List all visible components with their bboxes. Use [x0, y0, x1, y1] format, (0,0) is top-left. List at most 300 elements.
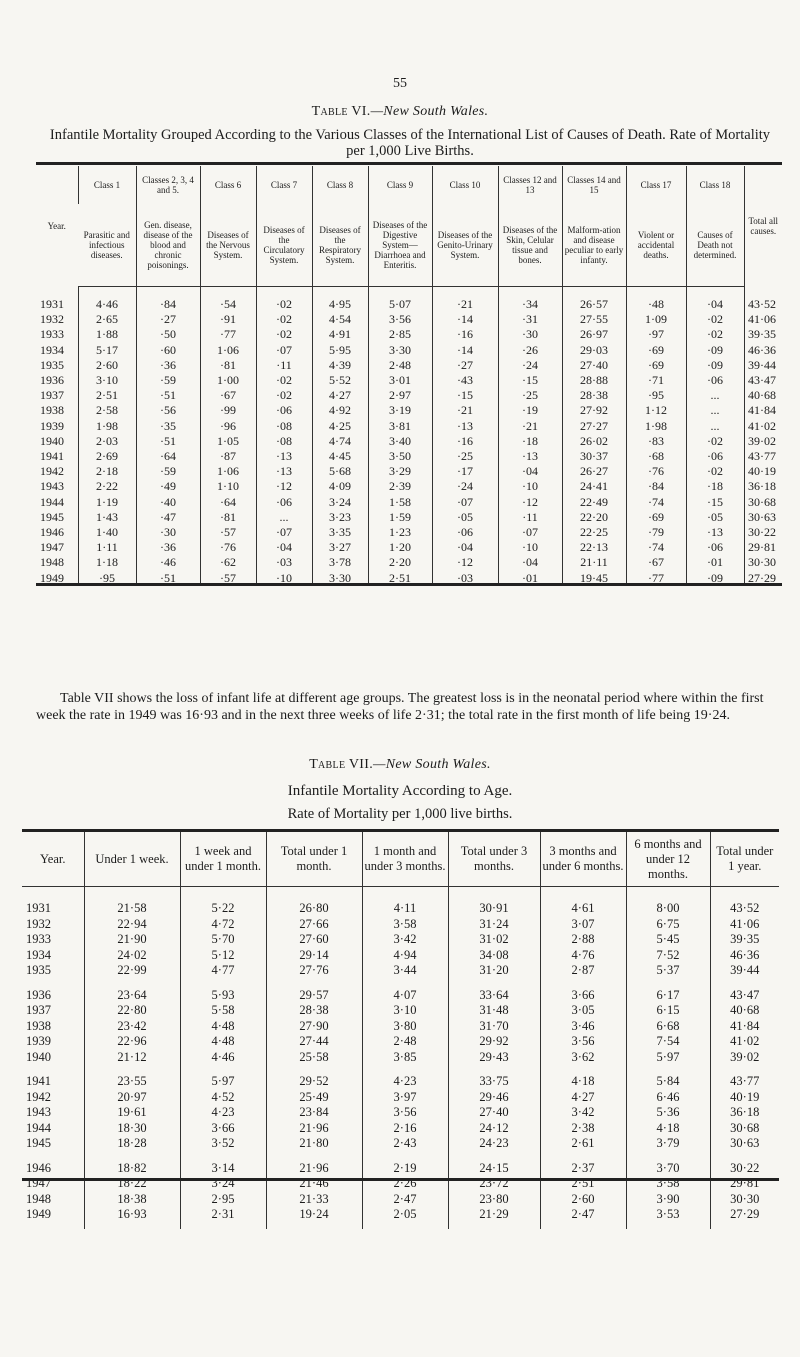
rate-cell: 4·94 — [362, 948, 448, 964]
rate-cell: 1·00 — [200, 373, 256, 388]
rate-cell: 18·30 — [84, 1121, 180, 1137]
year-cell: 1939 — [26, 1034, 51, 1048]
table7-header: Total under 1 year. — [710, 832, 779, 887]
year-cell: 1944 — [26, 1120, 51, 1135]
rate-cell: ·87 — [200, 449, 256, 464]
rate-cell: 21·11 — [562, 555, 626, 570]
rate-cell: ·13 — [256, 449, 312, 464]
rate-cell: 30·91 — [448, 887, 540, 917]
rate-cell: 24·02 — [84, 948, 180, 964]
table6-title-label: Table VI. — [311, 104, 371, 119]
rate-cell: 1·98 — [626, 419, 686, 434]
table6-body — [36, 287, 782, 586]
rate-cell: 22·49 — [562, 495, 626, 510]
table7-header: 1 month and under 3 months. — [362, 832, 448, 887]
rate-cell: 3·58 — [626, 1176, 710, 1192]
year-cell: 1938 — [40, 403, 64, 418]
rate-cell: 29·52 — [266, 1065, 362, 1090]
table-row — [22, 1192, 779, 1208]
table7-header-row — [22, 832, 779, 887]
rate-cell: 19·24 — [266, 1207, 362, 1229]
year-cell: 1946 — [26, 1160, 51, 1175]
rate-cell: ·02 — [256, 388, 312, 403]
rate-cell: ·21 — [498, 419, 562, 434]
rate-cell: 3·97 — [362, 1090, 448, 1106]
rate-cell: 5·37 — [626, 963, 710, 979]
rate-cell: 24·15 — [448, 1152, 540, 1177]
rate-cell: 36·18 — [744, 479, 782, 494]
rate-cell: 21·12 — [84, 1050, 180, 1066]
rate-cell: ·60 — [136, 343, 200, 358]
rate-cell: 27·44 — [266, 1034, 362, 1050]
rate-cell: 27·40 — [448, 1105, 540, 1121]
table-row — [36, 358, 782, 373]
table7-title-region: —New South Wales. — [373, 757, 491, 772]
rate-cell: ·67 — [200, 388, 256, 403]
table6-class-row — [36, 166, 782, 204]
rate-cell: 31·24 — [448, 917, 540, 933]
rate-cell: 41·06 — [744, 312, 782, 327]
rate-cell: ·47 — [136, 510, 200, 525]
table7-header: 1 week and under 1 month. — [180, 832, 266, 887]
table7-header: Total under 1 month. — [266, 832, 362, 887]
rate-cell: ·25 — [432, 449, 498, 464]
table6-class-header: Class 18 — [686, 166, 744, 204]
rate-cell: 21·90 — [84, 932, 180, 948]
rate-cell: ·06 — [686, 540, 744, 555]
rate-cell: 5·97 — [180, 1065, 266, 1090]
rate-cell: ·95 — [78, 571, 136, 586]
rate-cell: 46·36 — [710, 948, 779, 964]
rate-cell: 2·47 — [540, 1207, 626, 1229]
rate-cell: ·06 — [256, 495, 312, 510]
rate-cell: ·12 — [256, 479, 312, 494]
year-cell: 1947 — [26, 1176, 51, 1190]
year-cell: 1935 — [26, 963, 51, 977]
rate-cell: 5·93 — [180, 979, 266, 1004]
rate-cell: 4·18 — [626, 1121, 710, 1137]
rate-cell: 2·60 — [78, 358, 136, 373]
rate-cell: ·97 — [626, 327, 686, 342]
rate-cell: 27·60 — [266, 932, 362, 948]
rate-cell: 22·94 — [84, 917, 180, 933]
year-cell: 1934 — [26, 947, 51, 962]
rate-cell: ·59 — [136, 464, 200, 479]
rate-cell: 1·58 — [368, 495, 432, 510]
rate-cell: 3·85 — [362, 1050, 448, 1066]
rate-cell: 28·38 — [266, 1003, 362, 1019]
table-row — [36, 479, 782, 494]
rate-cell: ·67 — [626, 555, 686, 570]
rate-cell: ·27 — [432, 358, 498, 373]
rate-cell: ·76 — [626, 464, 686, 479]
table7-title-label: Table VII. — [309, 757, 374, 772]
rate-cell: ·46 — [136, 555, 200, 570]
rate-cell: 29·14 — [266, 948, 362, 964]
rate-cell: ·56 — [136, 403, 200, 418]
rate-cell: 21·33 — [266, 1192, 362, 1208]
rate-cell: 23·42 — [84, 1019, 180, 1035]
rate-cell: 30·22 — [744, 525, 782, 540]
rate-cell: 3·44 — [362, 963, 448, 979]
table6-total-header: Total all causes. — [744, 166, 782, 287]
rate-cell: ·64 — [136, 449, 200, 464]
rate-cell: ·36 — [136, 358, 200, 373]
rate-cell: 28·88 — [562, 373, 626, 388]
rate-cell: ·18 — [686, 479, 744, 494]
year-cell: 1933 — [26, 932, 51, 946]
rate-cell: ·13 — [498, 449, 562, 464]
year-cell: 1949 — [26, 1207, 51, 1221]
rate-cell: 31·70 — [448, 1019, 540, 1035]
rate-cell: 2·47 — [362, 1192, 448, 1208]
rate-cell: 6·17 — [626, 979, 710, 1004]
table7-header: Year. — [22, 832, 84, 887]
table-row — [36, 343, 782, 358]
rate-cell: ·64 — [200, 495, 256, 510]
rate-cell: ·30 — [498, 327, 562, 342]
year-cell: 1934 — [40, 342, 64, 357]
table6-desc-header: Diseases of the Respiratory System. — [312, 204, 368, 287]
rate-cell: 29·03 — [562, 343, 626, 358]
rate-cell: 2·95 — [180, 1192, 266, 1208]
table-row — [22, 1090, 779, 1106]
rate-cell: 2·20 — [368, 555, 432, 570]
rate-cell: ·18 — [498, 434, 562, 449]
table-row — [22, 1019, 779, 1035]
rate-cell: 24·12 — [448, 1121, 540, 1137]
rate-cell: ·31 — [498, 312, 562, 327]
rate-cell: 3·19 — [368, 403, 432, 418]
table6-class-header: Classes 12 and 13 — [498, 166, 562, 204]
rate-cell: ·77 — [200, 327, 256, 342]
table7-header: Under 1 week. — [84, 832, 180, 887]
rate-cell: ·69 — [626, 358, 686, 373]
table-row — [36, 555, 782, 570]
rate-cell: 5·36 — [626, 1105, 710, 1121]
rate-cell: 3·62 — [540, 1050, 626, 1066]
rate-cell: 23·64 — [84, 979, 180, 1004]
rate-cell: 4·46 — [78, 287, 136, 313]
table7-header: Total under 3 months. — [448, 832, 540, 887]
rate-cell: 2·87 — [540, 963, 626, 979]
rate-cell: 6·68 — [626, 1019, 710, 1035]
rate-cell: 46·36 — [744, 343, 782, 358]
rate-cell: ·13 — [256, 464, 312, 479]
rate-cell: 43·47 — [744, 373, 782, 388]
rate-cell: 34·08 — [448, 948, 540, 964]
rate-cell: 3·52 — [180, 1136, 266, 1152]
rate-cell: 4·92 — [312, 403, 368, 418]
rate-cell: 6·15 — [626, 1003, 710, 1019]
year-cell: 1931 — [26, 901, 51, 915]
table-row — [22, 932, 779, 948]
rate-cell: 25·58 — [266, 1050, 362, 1066]
rate-cell: 23·72 — [448, 1176, 540, 1192]
rate-cell: ·24 — [432, 479, 498, 494]
table-row — [22, 917, 779, 933]
rate-cell: ·48 — [626, 287, 686, 313]
rate-cell: ·10 — [498, 479, 562, 494]
table6-desc-header: Diseases of the Nervous System. — [200, 204, 256, 287]
rate-cell: 26·80 — [266, 887, 362, 917]
rate-cell: 39·44 — [710, 963, 779, 979]
rate-cell: ·17 — [432, 464, 498, 479]
year-cell: 1943 — [26, 1105, 51, 1119]
rate-cell: 2·88 — [540, 932, 626, 948]
rate-cell: 4·76 — [540, 948, 626, 964]
year-cell: 1942 — [40, 464, 64, 479]
table6 — [36, 166, 782, 586]
rate-cell: 27·66 — [266, 917, 362, 933]
rate-cell: 43·52 — [744, 287, 782, 313]
rate-cell: 27·90 — [266, 1019, 362, 1035]
rate-cell: ·05 — [432, 510, 498, 525]
rate-cell: 4·91 — [312, 327, 368, 342]
rate-cell: ·02 — [256, 373, 312, 388]
rate-cell: 2·03 — [78, 434, 136, 449]
rate-cell: 4·54 — [312, 312, 368, 327]
rate-cell: ·81 — [200, 510, 256, 525]
table6-top-rule — [36, 162, 782, 165]
table-row — [22, 1105, 779, 1121]
table-row — [36, 464, 782, 479]
rate-cell: ·16 — [432, 327, 498, 342]
rate-cell: 3·66 — [540, 979, 626, 1004]
rate-cell: 3·30 — [312, 571, 368, 586]
rate-cell: 1·06 — [200, 343, 256, 358]
year-cell: 1940 — [40, 433, 64, 448]
rate-cell: 5·52 — [312, 373, 368, 388]
table-row — [22, 1050, 779, 1066]
rate-cell: 5·95 — [312, 343, 368, 358]
rate-cell: 4·09 — [312, 479, 368, 494]
rate-cell: 3·27 — [312, 540, 368, 555]
rate-cell: ... — [686, 388, 744, 403]
year-cell: 1936 — [40, 373, 64, 388]
rate-cell: ·57 — [200, 525, 256, 540]
rate-cell: ·69 — [626, 343, 686, 358]
rate-cell: 43·77 — [744, 449, 782, 464]
rate-cell: 3·14 — [180, 1152, 266, 1177]
table-row — [36, 312, 782, 327]
table6-class-header: Class 10 — [432, 166, 498, 204]
rate-cell: 1·88 — [78, 327, 136, 342]
table-row — [22, 1152, 779, 1177]
rate-cell: 4·39 — [312, 358, 368, 373]
rate-cell: ·03 — [256, 555, 312, 570]
rate-cell: 24·23 — [448, 1136, 540, 1152]
rate-cell: 36·18 — [710, 1105, 779, 1121]
rate-cell: 2·37 — [540, 1152, 626, 1177]
rate-cell: 3·24 — [312, 495, 368, 510]
rate-cell: 3·29 — [368, 464, 432, 479]
rate-cell: 27·40 — [562, 358, 626, 373]
rate-cell: 3·10 — [78, 373, 136, 388]
table-row — [36, 287, 782, 313]
rate-cell: 21·46 — [266, 1176, 362, 1192]
table7-bottom-rule — [22, 1178, 779, 1181]
rate-cell: ·09 — [686, 343, 744, 358]
year-cell: 1948 — [40, 555, 64, 570]
table-row — [36, 373, 782, 388]
rate-cell: 4·74 — [312, 434, 368, 449]
year-cell: 1941 — [26, 1074, 51, 1088]
year-cell: 1940 — [26, 1049, 51, 1064]
rate-cell: 1·12 — [626, 403, 686, 418]
table6-class-header: Class 9 — [368, 166, 432, 204]
rate-cell: 7·52 — [626, 948, 710, 964]
rate-cell: 40·68 — [744, 388, 782, 403]
table7-subtitle: Infantile Mortality According to Age. — [287, 783, 513, 799]
rate-cell: 2·19 — [362, 1152, 448, 1177]
rate-cell: 18·22 — [84, 1176, 180, 1192]
rate-cell: 1·06 — [200, 464, 256, 479]
rate-cell: 41·02 — [710, 1034, 779, 1050]
rate-cell: 3·56 — [540, 1034, 626, 1050]
rate-cell: 2·60 — [540, 1192, 626, 1208]
rate-cell: 5·84 — [626, 1065, 710, 1090]
rate-cell: 2·43 — [362, 1136, 448, 1152]
rate-cell: 27·27 — [562, 419, 626, 434]
rate-cell: 2·61 — [540, 1136, 626, 1152]
rate-cell: 39·35 — [710, 932, 779, 948]
table-row — [22, 1003, 779, 1019]
rate-cell: 4·77 — [180, 963, 266, 979]
table-row — [22, 963, 779, 979]
rate-cell: 3·50 — [368, 449, 432, 464]
rate-cell: 2·22 — [78, 479, 136, 494]
rate-cell: 4·11 — [362, 887, 448, 917]
rate-cell: ·27 — [136, 312, 200, 327]
table6-desc-header: Parasitic and infectious diseases. — [78, 204, 136, 287]
rate-cell: 2·31 — [180, 1207, 266, 1229]
rate-cell: 31·02 — [448, 932, 540, 948]
rate-cell: ·05 — [686, 510, 744, 525]
rate-cell: 22·13 — [562, 540, 626, 555]
table6-description-row — [36, 204, 782, 287]
rate-cell: ·07 — [256, 525, 312, 540]
table6-subtitle: Infantile Mortality Grouped According to the Various Classes of the International List of Causes of Death. Rate of Mortality per 1,000 Live Births. — [49, 127, 771, 159]
rate-cell: ·76 — [200, 540, 256, 555]
rate-cell: 1·43 — [78, 510, 136, 525]
rate-cell: 21·96 — [266, 1152, 362, 1177]
year-cell: 1942 — [26, 1089, 51, 1104]
rate-cell: 40·19 — [744, 464, 782, 479]
table6-desc-header: Diseases of the Circulatory System. — [256, 204, 312, 287]
rate-cell: ·09 — [686, 571, 744, 586]
rate-cell: ·54 — [200, 287, 256, 313]
rate-cell: ·04 — [686, 287, 744, 313]
rate-cell: ·07 — [498, 525, 562, 540]
rate-cell: 5·07 — [368, 287, 432, 313]
year-cell: 1945 — [40, 509, 64, 524]
rate-cell: ·08 — [256, 419, 312, 434]
rate-cell: ·01 — [498, 571, 562, 586]
rate-cell: 30·68 — [710, 1121, 779, 1137]
table6-bottom-rule — [36, 583, 782, 586]
rate-cell: 2·05 — [362, 1207, 448, 1229]
rate-cell: 3·01 — [368, 373, 432, 388]
rate-cell: ·35 — [136, 419, 200, 434]
rate-cell: ·24 — [498, 358, 562, 373]
rate-cell: ·02 — [256, 287, 312, 313]
rate-cell: ·99 — [200, 403, 256, 418]
rate-cell: 2·16 — [362, 1121, 448, 1137]
rate-cell: 5·45 — [626, 932, 710, 948]
rate-cell: 40·68 — [710, 1003, 779, 1019]
rate-cell: 19·45 — [562, 571, 626, 586]
rate-cell: 29·92 — [448, 1034, 540, 1050]
rate-cell: 41·06 — [710, 917, 779, 933]
body-paragraph: Table VII shows the loss of infant life at different age groups. The greatest loss is in the neonatal period where within the first week the rate in 1949 was 16·93 and in the next three weeks of life 2·31; the total rate in the first month of life being 19·24. — [36, 691, 764, 723]
rate-cell: 22·99 — [84, 963, 180, 979]
page-number: 55 — [393, 76, 407, 91]
rate-cell: 19·61 — [84, 1105, 180, 1121]
rate-cell: 4·61 — [540, 887, 626, 917]
rate-cell: ·96 — [200, 419, 256, 434]
rate-cell: ·02 — [686, 312, 744, 327]
rate-cell: 39·35 — [744, 327, 782, 342]
rate-cell: 3·58 — [362, 917, 448, 933]
rate-cell: 8·00 — [626, 887, 710, 917]
year-cell: 1947 — [40, 540, 64, 555]
rate-cell: ... — [686, 419, 744, 434]
rate-cell: 4·52 — [180, 1090, 266, 1106]
rate-cell: 41·84 — [744, 403, 782, 418]
rate-cell: ·21 — [432, 403, 498, 418]
table-row — [36, 525, 782, 540]
rate-cell: ·11 — [256, 358, 312, 373]
table7-rate-note: Rate of Mortality per 1,000 live births. — [287, 806, 513, 822]
rate-cell: ·13 — [686, 525, 744, 540]
rate-cell: 3·30 — [368, 343, 432, 358]
rate-cell: 3·05 — [540, 1003, 626, 1019]
rate-cell: ·08 — [256, 434, 312, 449]
rate-cell: 27·55 — [562, 312, 626, 327]
rate-cell: 1·23 — [368, 525, 432, 540]
rate-cell: 4·46 — [180, 1050, 266, 1066]
rate-cell: 3·24 — [180, 1176, 266, 1192]
rate-cell: ·12 — [432, 555, 498, 570]
rate-cell: ·81 — [200, 358, 256, 373]
rate-cell: 2·48 — [362, 1034, 448, 1050]
year-cell: 1943 — [40, 479, 64, 494]
table-row — [22, 1034, 779, 1050]
rate-cell: ·26 — [498, 343, 562, 358]
year-cell: 1935 — [40, 357, 64, 372]
rate-cell: 3·46 — [540, 1019, 626, 1035]
rate-cell: ·14 — [432, 343, 498, 358]
rate-cell: 30·22 — [710, 1152, 779, 1177]
rate-cell: 28·38 — [562, 388, 626, 403]
year-cell: 1946 — [40, 525, 64, 540]
rate-cell: ·57 — [200, 571, 256, 586]
rate-cell: ·15 — [498, 373, 562, 388]
rate-cell: ·74 — [626, 540, 686, 555]
rate-cell: 4·23 — [180, 1105, 266, 1121]
rate-cell: ·13 — [432, 419, 498, 434]
rate-cell: 3·81 — [368, 419, 432, 434]
year-cell: 1932 — [40, 312, 64, 327]
rate-cell: 26·27 — [562, 464, 626, 479]
rate-cell: ·30 — [136, 525, 200, 540]
rate-cell: 41·84 — [710, 1019, 779, 1035]
rate-cell: 3·42 — [540, 1105, 626, 1121]
year-cell: 1932 — [26, 916, 51, 931]
table-row — [36, 434, 782, 449]
rate-cell: 29·43 — [448, 1050, 540, 1066]
